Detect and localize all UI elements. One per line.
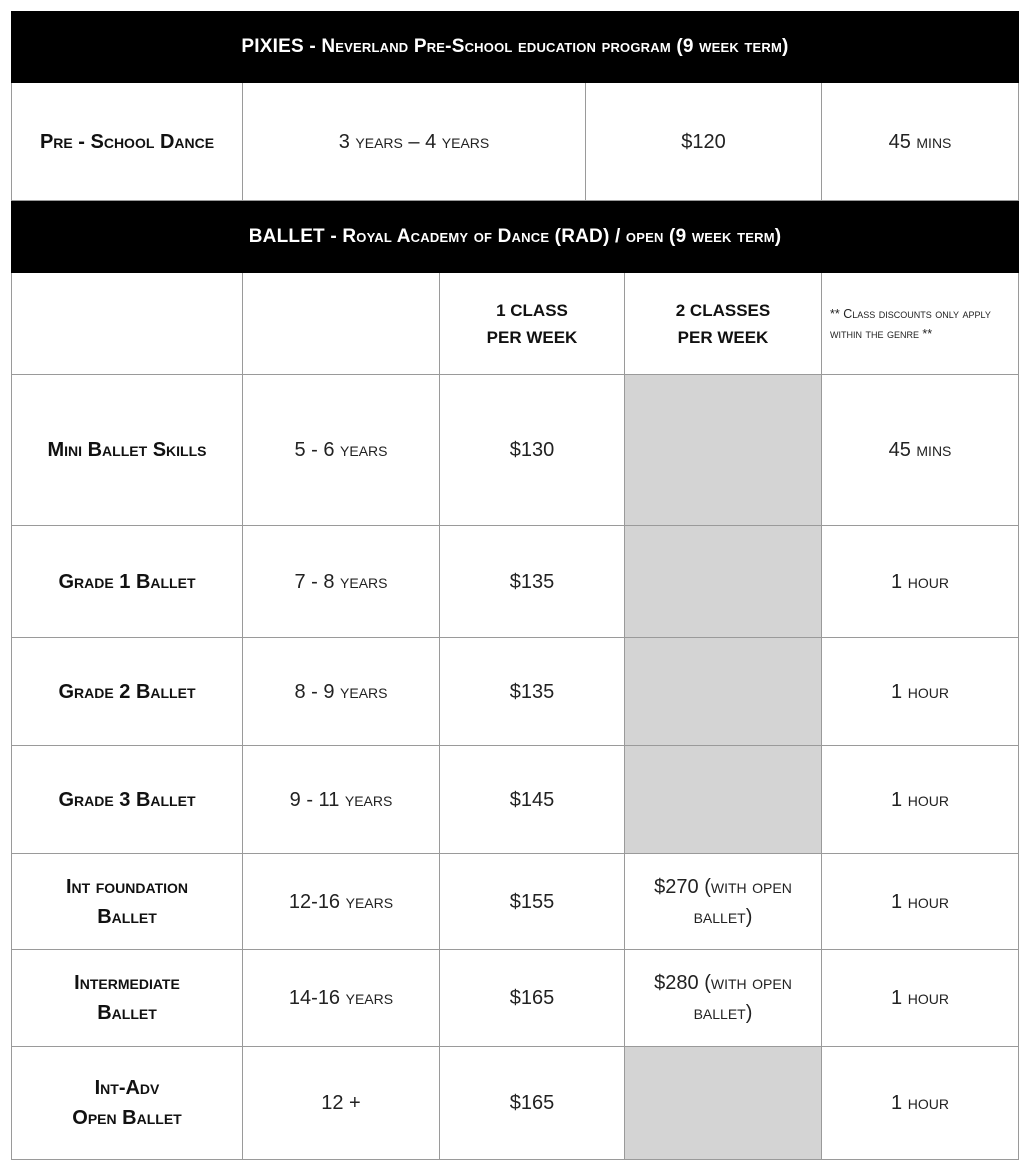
class-name-line1: Grade 2 Ballet (58, 680, 196, 703)
discount-note-text: ** Class discounts only apply within the genre ** (830, 306, 991, 341)
ballet-header-blank-1 (11, 273, 242, 375)
ballet-row-2-two-classes-price (624, 638, 821, 746)
ballet-row-1-two-classes-price (624, 526, 821, 638)
ballet-row-3-one-class-price (439, 746, 624, 854)
header-one-class-line2: PER WEEK (486, 327, 578, 347)
ballet-row-4-duration (821, 854, 1019, 950)
ages-text: 12-16 years (288, 890, 394, 913)
pre-school-class-name-text: Pre - School Dance (39, 130, 215, 153)
ballet-banner-title: BALLET - Royal Academy of Dance (RAD) / open (9 week term) (248, 226, 782, 247)
ballet-row-0-class-name (11, 375, 242, 526)
class-name-line2: Ballet (97, 905, 157, 928)
ages-text: 8 - 9 years (294, 680, 388, 703)
pre-school-price-text: $120 (681, 130, 726, 153)
ballet-row-4-ages (242, 854, 439, 950)
header-one-class-line1: 1 CLASS (496, 300, 568, 320)
pre-school-duration (821, 83, 1019, 201)
pre-school-class-name (11, 83, 242, 201)
header-discount-note (821, 273, 1019, 375)
ballet-row-2-one-class-price (439, 638, 624, 746)
one-class-price-text: $145 (509, 788, 555, 811)
ballet-row-5-one-class-price (439, 950, 624, 1047)
duration-text: 1 hour (891, 890, 949, 913)
ballet-row-1-ages (242, 526, 439, 638)
ballet-header-blank-2 (242, 273, 439, 375)
duration-text: 1 hour (891, 1092, 949, 1114)
ballet-row-6-duration (821, 1047, 1019, 1160)
one-class-price-text: $165 (509, 987, 555, 1009)
ballet-row-2-duration (821, 638, 1019, 746)
header-two-classes-line2: PER WEEK (677, 327, 769, 347)
one-class-price-text: $165 (509, 1092, 555, 1114)
ballet-row-6-class-name (11, 1047, 242, 1160)
ballet-row-4-class-name (11, 854, 242, 950)
ballet-row-6-ages (242, 1047, 439, 1160)
ballet-row-1-class-name (11, 526, 242, 638)
ages-text: 12 + (321, 1092, 361, 1114)
ages-text: 9 - 11 years (289, 788, 393, 811)
ballet-banner (11, 201, 1019, 273)
ballet-row-6-two-classes-price (624, 1047, 821, 1160)
header-two-classes-line1: 2 CLASSES (675, 300, 771, 320)
ballet-row-3-two-classes-price (624, 746, 821, 854)
class-name-line2: Ballet (97, 1002, 157, 1024)
ballet-row-5-duration (821, 950, 1019, 1047)
ballet-row-2-ages (242, 638, 439, 746)
class-name-text (58, 567, 195, 597)
ballet-row-3-class-name (11, 746, 242, 854)
duration-text: 1 hour (891, 987, 949, 1009)
ballet-row-2-class-name (11, 638, 242, 746)
duration-text: 1 hour (891, 788, 949, 811)
class-name-line1: Grade 3 Ballet (58, 788, 196, 811)
class-name-text (74, 968, 180, 1028)
ballet-row-0-duration (821, 375, 1019, 526)
ballet-row-0-one-class-price (439, 375, 624, 526)
ballet-row-5-ages (242, 950, 439, 1047)
duration-text: 1 hour (891, 680, 949, 703)
class-name-text (48, 435, 207, 465)
pre-school-duration-text: 45 mins (888, 130, 952, 153)
ages-text: 7 - 8 years (294, 570, 388, 593)
class-name-line1: Int foundation (65, 875, 189, 898)
ballet-row-1-duration (821, 526, 1019, 638)
class-name-text (72, 1073, 181, 1133)
one-class-price-text: $135 (509, 680, 555, 703)
duration-text: 45 mins (888, 439, 952, 461)
ballet-row-3-ages (242, 746, 439, 854)
ages-text: 14-16 years (288, 987, 394, 1009)
class-name-text (58, 677, 195, 707)
ballet-row-4-one-class-price (439, 854, 624, 950)
two-classes-price-line1: $270 (with open (654, 875, 792, 898)
two-classes-price-line1: $280 (with open (654, 972, 792, 994)
class-name-text (66, 872, 188, 932)
ballet-row-5-two-classes-price (624, 950, 821, 1047)
one-class-price-text: $130 (509, 439, 555, 461)
class-name-line2: Open Ballet (72, 1107, 182, 1129)
header-one-class-per-week (439, 273, 624, 375)
header-two-classes-per-week (624, 273, 821, 375)
ages-text: 5 - 6 years (294, 439, 388, 461)
duration-text: 1 hour (891, 570, 949, 593)
ballet-row-5-class-name (11, 950, 242, 1047)
one-class-price-text: $135 (509, 570, 555, 593)
pre-school-price (585, 83, 821, 201)
class-name-line1: Intermediate (74, 972, 180, 994)
two-classes-price-line2: ballet) (693, 1002, 753, 1024)
two-classes-price-line2: ballet) (693, 905, 753, 928)
ballet-row-6-one-class-price (439, 1047, 624, 1160)
ballet-row-4-two-classes-price (624, 854, 821, 950)
pre-school-ages-text: 3 years – 4 years (338, 130, 490, 153)
one-class-price-text: $155 (509, 890, 555, 913)
class-name-line1: Int-Adv (94, 1077, 160, 1099)
class-name-text (58, 785, 195, 815)
pixies-banner (11, 11, 1019, 83)
pixies-banner-title: PIXIES - Neverland Pre-School education program (9 week term) (241, 36, 789, 57)
ballet-row-0-ages (242, 375, 439, 526)
class-name-line1: Grade 1 Ballet (58, 570, 196, 593)
class-name-line1: Mini Ballet Skills (47, 439, 207, 461)
pre-school-ages (242, 83, 585, 201)
ballet-row-1-one-class-price (439, 526, 624, 638)
ballet-row-0-two-classes-price (624, 375, 821, 526)
ballet-row-3-duration (821, 746, 1019, 854)
